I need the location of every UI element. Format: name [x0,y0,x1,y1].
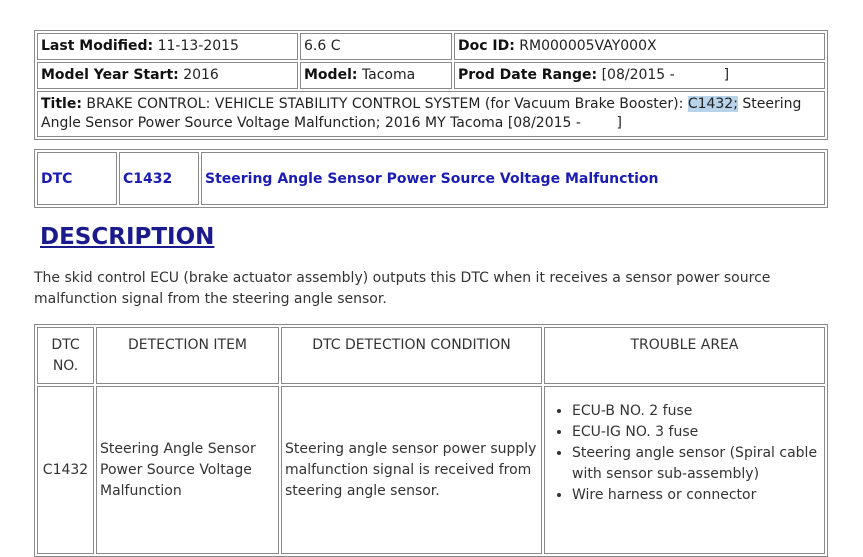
header-dtc-no: DTC NO. [37,327,94,384]
doc-id-value: RM000005VAY000X [519,38,657,54]
dtc-detail-table [34,324,828,557]
cell-detection-condition: Steering angle sensor power supply malfunction signal is received from steering angle sensor. [281,386,542,554]
model-year-label: Model Year Start: [41,67,179,83]
version-value: 6.6 C [304,38,341,54]
prod-date-value: [08/2015 - ] [601,67,730,83]
title-highlight[interactable]: C1432; [687,96,738,112]
title-cell [37,91,825,137]
prod-date-cell [454,62,825,89]
description-text: The skid control ECU (brake actuator assembly) outputs this DTC when it receives a sensor power source malfunction signal from the steering angle sensor. [34,270,771,307]
model-year-cell [37,62,298,89]
model-value: Tacoma [361,67,416,83]
header-detection-condition: DTC DETECTION CONDITION [281,327,542,384]
dtc-label: DTC [37,152,117,205]
table-row [37,386,825,554]
model-year-value: 2016 [183,67,219,83]
model-label: Model: [304,67,358,83]
list-item: • ECU-B NO. 2 fuse [572,401,821,422]
doc-id-cell [454,33,825,60]
model-cell [300,62,452,89]
description-heading: DESCRIPTION [40,224,215,250]
list-item: • Steering angle sensor (Spiral cable with sensor sub-assembly) [572,443,821,485]
prod-date-label: Prod Date Range: [458,67,598,83]
dtc-code: C1432 [119,152,199,205]
dtc-summary-table [34,149,828,208]
header-trouble-area: TROUBLE AREA [544,327,825,384]
title-label: Title: [41,96,82,112]
list-item: • ECU-IG NO. 3 fuse [572,422,821,443]
title-text-end: Steering Angle Sensor Power Source Voltage Malfunction; 2016 MY Tacoma [08/2015 - ] [41,96,806,131]
cell-dtc-no: C1432 [37,386,94,554]
last-modified-label: Last Modified: [41,38,154,54]
document-meta-table [34,30,828,140]
cell-trouble-area [544,386,825,554]
header-detection-item: DETECTION ITEM [96,327,279,384]
last-modified-cell [37,33,298,60]
doc-id-label: Doc ID: [458,38,515,54]
dtc-description: Steering Angle Sensor Power Source Voltage Malfunction [201,152,825,205]
trouble-area-list [548,401,821,506]
last-modified-value: 11-13-2015 [157,38,239,54]
version-cell [300,33,452,60]
list-item: • Wire harness or connector [572,485,821,506]
cell-detection-item: Steering Angle Sensor Power Source Voltage Malfunction [96,386,279,554]
title-text: BRAKE CONTROL: VEHICLE STABILITY CONTROL SYSTEM (for Vacuum Brake Booster): [86,96,684,112]
